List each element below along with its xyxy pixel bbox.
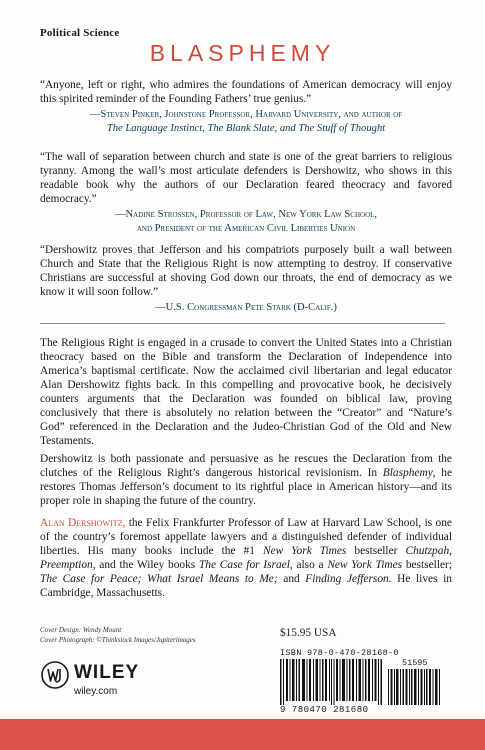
book-description-2 — [40, 452, 452, 508]
quote-attribution — [40, 301, 452, 315]
attribution-books: The Language Instinct, The Blank Slate, and The Stuff of Thought — [106, 122, 386, 134]
bio-text: bestseller — [346, 545, 406, 557]
quote-text: “Dershowitz proves that Jefferson and his compatriots purposely built a wall between Church and State that the Religious Right is now attempting to destroy. If conservative Christians are successful at shoving God down our throats, the end of democracy as we know it will soon follow.” — [40, 244, 452, 298]
bottom-color-band — [0, 719, 485, 750]
publisher-url: wiley.com — [74, 686, 118, 697]
author-bio-paragraph — [40, 516, 452, 600]
publisher-name: WILEY — [74, 662, 140, 683]
wiley-emblem-icon — [40, 660, 70, 690]
book-description — [40, 336, 452, 448]
section-divider — [40, 323, 445, 324]
barcode-addon-digits: 51595 — [402, 658, 428, 668]
bio-text: and — [277, 573, 306, 585]
attribution-line: —Nadine Strossen, Professor of Law, New York Law School, — [114, 209, 378, 220]
cover-credits — [40, 625, 196, 645]
bio-italic: Finding Jefferson. — [305, 573, 392, 585]
attribution-line — [40, 122, 452, 136]
description-paragraph: The Religious Right is engaged in a crusade to convert the United States into a Christian theocracy based on the Bible and transform the Declaration of Independence into America’s baptismal certificate. Now the acclaimed civil libertarian and legal educator Alan Dershowitz fights back. In this compelling and provocative book, he decisively counters arguments that the Declaration was founded on biblical law, proving conclusively that there is absolutely no relation between the “Creator” and “Nature’s God” referenced in the Declaration and the Judeo-Christian God of the Old and New Testaments. — [40, 337, 452, 447]
quote-text: “Anyone, left or right, who admires the foundations of American democracy will enjoy this spirited reminder of the Founding Fathers’ true genius.” — [40, 79, 452, 105]
quote-strossen — [40, 150, 452, 235]
bio-text: also a — [292, 559, 328, 571]
photo-credit: Cover Photograph: ©Thinkstock Images/Jupiterimages — [40, 636, 196, 644]
quote-text: “The wall of separation between church and state is one of the great barriers to religious tyranny. Among the wall’s most articulate defenders is Dershowitz, who shows in this readable book why the authors of our Declaration feared theocracy and favored democracy.” — [40, 151, 452, 205]
desc-book-title: Blasphemy — [382, 467, 433, 479]
isbn-label: ISBN 978-0-470-28168-0 — [280, 648, 399, 658]
attribution-line: —Steven Pinker, Johnstone Professor, Harvard University, and author of — [89, 109, 403, 120]
bio-italic: Chutzpah, Preemption, — [40, 545, 452, 571]
bio-italic: New York Times — [327, 559, 403, 571]
bio-italic: The Case for Peace; What Israel Means to Me; — [40, 573, 278, 585]
quote-attribution — [40, 208, 452, 235]
quote-attribution — [40, 108, 452, 135]
bio-text: bestseller; — [402, 559, 452, 571]
author-bio — [40, 516, 452, 600]
desc-text: , he restores Thomas Jefferson’s document to its rightful place in American history—and its proper role in shaping the future of the country. — [40, 467, 453, 507]
barcode-digits: 9 780470 281680 — [280, 705, 369, 715]
attribution-line: and President of the American Civil Liberties Union — [136, 222, 356, 234]
quote-pinker — [40, 78, 452, 135]
attribution-line: —U.S. Congressman Pete Stark (D-Calif.) — [155, 302, 337, 313]
bio-italic: New York Times — [262, 545, 347, 557]
book-title: BLASPHEMY — [149, 40, 336, 66]
bio-text: the Felix Frankfurter Professor of Law at Harvard Law School, is one of the country’s foremost appellate lawyers and a distinguished defender of individual liberties. His many books include the #1 — [40, 517, 452, 557]
barcode-bars-icon — [280, 659, 450, 705]
quote-stark — [40, 243, 452, 315]
bio-text: and the Wiley books — [95, 559, 199, 571]
publisher-logo — [40, 660, 160, 710]
bio-italic: The Case for Israel, — [198, 559, 293, 571]
author-name: Alan Dershowitz, — [40, 517, 126, 529]
description-paragraph — [40, 452, 452, 508]
bio-text: He lives in Cambridge, Massachusetts. — [40, 573, 452, 599]
price: $15.95 USA — [280, 627, 337, 639]
barcode — [280, 648, 450, 715]
category-label: Political Science — [40, 27, 120, 39]
design-credit: Cover Design: Wendy Mount — [40, 626, 122, 634]
desc-text: Dershowitz is both passionate and persuasive as he rescues the Declaration from the clutches of the Religious Right’s dangerous historical revisionism. In — [40, 453, 452, 479]
